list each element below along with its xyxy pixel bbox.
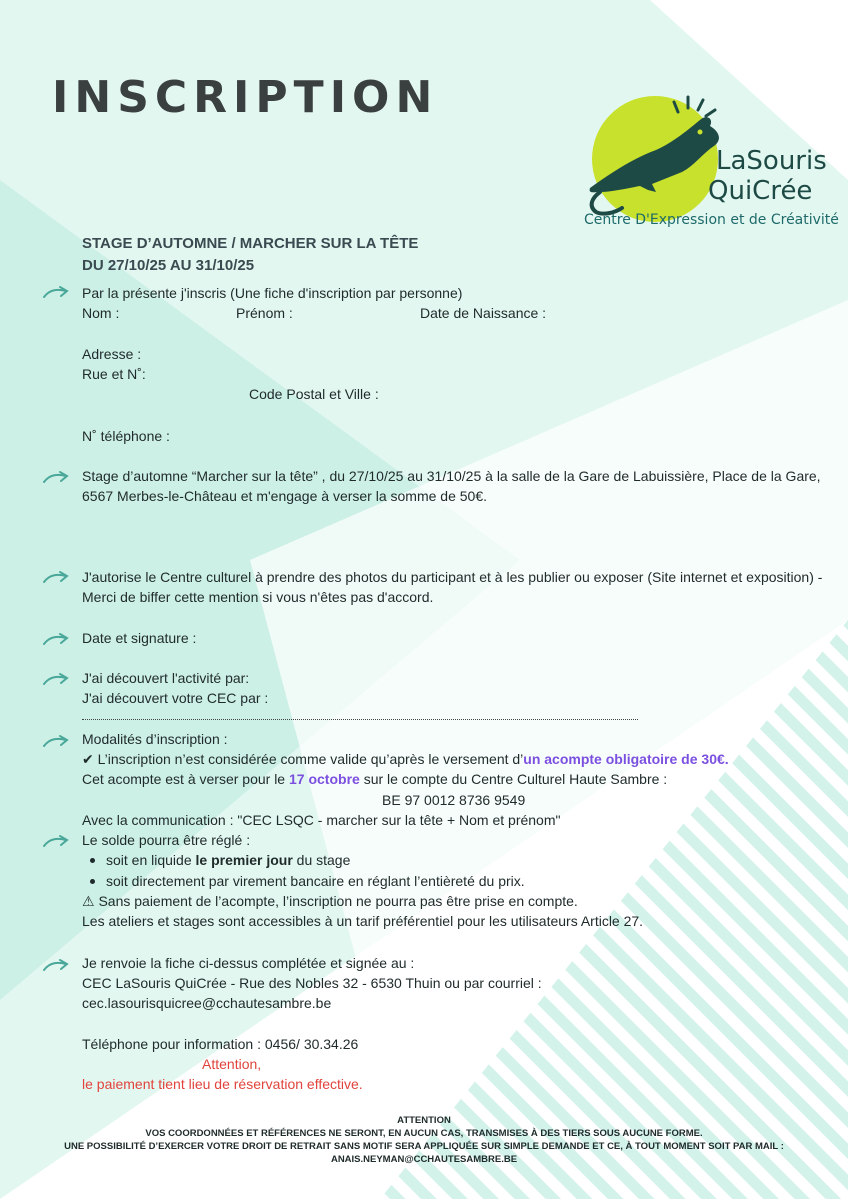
rue-label: Rue et N˚:	[82, 366, 146, 382]
acompte-highlight: un acompte obligatoire de 30€.	[523, 751, 729, 767]
date-naissance-label: Date de Naissance :	[420, 305, 547, 321]
article27-text: Les ateliers et stages sont accessibles à un tarif préférentiel pour les utilisateurs Article 27.	[82, 913, 644, 929]
iban: BE 97 0012 8736 9549	[382, 792, 526, 808]
acompte-account: sur le compte du Centre Culturel Haute Sambre :	[359, 771, 668, 787]
mouse-icon	[582, 88, 728, 220]
modalites-acompte	[82, 769, 667, 789]
inscription-intro: Par la présente j'inscris (Une fiche d'inscription par personne)	[82, 285, 463, 301]
engagement-text: Stage d’automne “Marcher sur la tête” , du 27/10/25 au 31/10/25 à la salle de la Gare de Labuissière, Place de la Gare, 6567 Merbes-le-Château et m'engage à verser la somme de 50€.	[82, 468, 821, 504]
arrow-icon	[42, 672, 70, 688]
renvoi-line1: Je renvoie la fiche ci-dessus complétée et signée au :	[82, 955, 415, 971]
payment-notice: le paiement tient lieu de réservation effective.	[82, 1076, 363, 1092]
nom-label: Nom :	[82, 305, 120, 321]
arrow-icon	[42, 734, 70, 750]
stage-dates: DU 27/10/25 AU 31/10/25	[82, 257, 255, 274]
modalites-heading: Modalités d’inscription :	[82, 731, 228, 747]
page-title: INSCRIPTION	[52, 72, 439, 123]
contact-email[interactable]: cec.lasourisquicree@cchautesambre.be	[82, 995, 332, 1011]
decouverte-cec: J'ai découvert votre CEC par :	[82, 690, 269, 706]
bullet1-suffix: du stage	[292, 852, 351, 868]
contact-phone: Téléphone pour information : 0456/ 30.34.26	[82, 1036, 359, 1052]
communication: Avec la communication : "CEC LSQC - marcher sur la tête + Nom et prénom"	[82, 812, 561, 828]
footer-email[interactable]: ANAIS.NEYMAN@CCHAUTESAMBRE.BE	[330, 1154, 518, 1165]
logo-name-line1: LaSouris	[716, 146, 827, 176]
arrow-icon	[42, 285, 70, 301]
attention-label: Attention,	[202, 1056, 262, 1072]
signature-label: Date et signature :	[82, 630, 197, 646]
footer-attention: ATTENTION	[397, 1115, 451, 1126]
acompte-date: 17 octobre	[289, 771, 360, 787]
bullet	[90, 858, 95, 863]
footer-privacy: VOS COORDONNÉES ET RÉFÉRENCES NE SERONT, EN AUCUN CAS, TRANSMISES À DES TIERS SOUS AUCUNE FORME.	[145, 1128, 703, 1139]
arrow-icon	[42, 834, 70, 850]
solde-option-virement: soit directement par virement bancaire en réglant l’entièreté du prix.	[106, 873, 525, 889]
photo-authorization: J'autorise le Centre culturel à prendre des photos du participant et à les publier ou exposer (Site internet et exposition) - Merci de biffer cette mention si vous n'êtes pas d'accord.	[82, 569, 823, 605]
footer-withdrawal: UNE POSSIBILITÉ D’EXERCER VOTRE DROIT DE RETRAIT SANS MOTIF SERA APPLIQUÉE SUR SIMPLE DEMANDE ET CE, À TOUT MOMENT SOIT PAR MAIL :	[64, 1141, 784, 1152]
logo	[578, 88, 848, 238]
prenom-label: Prénom :	[236, 305, 293, 321]
arrow-icon	[42, 958, 70, 974]
bullet	[90, 879, 95, 884]
solde-heading: Le solde pourra être réglé :	[82, 832, 251, 848]
acompte-text: Cet acompte est à verser pour le	[82, 771, 289, 787]
logo-subtitle: Centre D'Expression et de Créativité	[584, 212, 839, 228]
arrow-icon	[42, 570, 70, 586]
decouverte-activite: J'ai découvert l'activité par:	[82, 670, 250, 686]
bullet1-text: soit en liquide	[106, 852, 196, 868]
arrow-icon	[42, 470, 70, 486]
warning-text: ⚠ Sans paiement de l’acompte, l’inscription ne pourra pas être prise en compte.	[82, 893, 578, 909]
modalites-validity	[82, 749, 729, 769]
logo-name-line2: QuiCrée	[708, 176, 813, 206]
validity-text: ✔ L’inscription n’est considérée comme valide qu’après le versement d’	[82, 751, 524, 767]
adresse-label: Adresse :	[82, 346, 142, 362]
renvoi-address: CEC LaSouris QuiCrée - Rue des Nobles 32 - 6530 Thuin ou par courriel :	[82, 975, 542, 991]
dotted-divider	[82, 719, 638, 720]
telephone-label: N˚ téléphone :	[82, 428, 170, 444]
solde-option-liquide	[106, 850, 350, 870]
bullet1-bold: le premier jour	[195, 852, 293, 868]
code-postal-label: Code Postal et Ville :	[249, 386, 379, 402]
stage-title: STAGE D’AUTOMNE / MARCHER SUR LA TÊTE	[82, 235, 419, 252]
arrow-icon	[42, 632, 70, 648]
